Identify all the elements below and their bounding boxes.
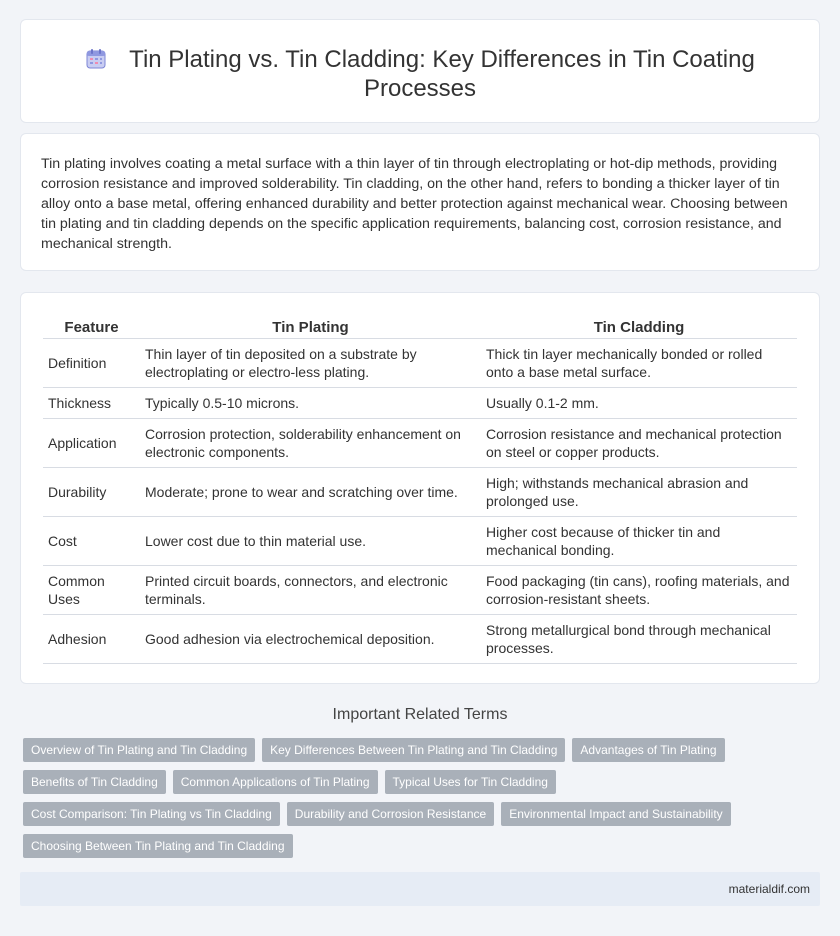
cladding-cell: High; withstands mechanical abrasion and prolonged use. [481,467,797,516]
related-term-tag[interactable]: Benefits of Tin Cladding [23,770,166,794]
feature-cell: Adhesion [43,614,140,663]
feature-cell: Definition [43,338,140,387]
table-row [43,565,797,614]
header-feature: Feature [43,313,140,338]
plating-cell: Printed circuit boards, connectors, and electronic terminals. [140,565,481,614]
comparison-table [43,313,797,664]
cladding-cell: Thick tin layer mechanically bonded or rolled onto a base metal surface. [481,338,797,387]
footer [20,872,820,906]
calendar-icon [85,48,107,70]
related-term-tag[interactable]: Advantages of Tin Plating [572,738,724,762]
feature-cell: Common Uses [43,565,140,614]
table-row [43,516,797,565]
plating-cell: Moderate; prone to wear and scratching over time. [140,467,481,516]
plating-cell: Thin layer of tin deposited on a substrate by electroplating or electro-less plating. [140,338,481,387]
feature-cell: Thickness [43,387,140,418]
related-term-tag[interactable]: Environmental Impact and Sustainability [501,802,730,826]
cladding-cell: Corrosion resistance and mechanical protection on steel or copper products. [481,418,797,467]
plating-cell: Corrosion protection, solderability enhancement on electronic components. [140,418,481,467]
cladding-cell: Food packaging (tin cans), roofing materials, and corrosion-resistant sheets. [481,565,797,614]
page-title-text: Tin Plating vs. Tin Cladding: Key Differences in Tin Coating Processes [129,46,755,102]
cladding-cell: Higher cost because of thicker tin and mechanical bonding. [481,516,797,565]
table-row [43,614,797,663]
table-header-row [43,313,797,338]
table-row [43,467,797,516]
related-term-tag[interactable]: Typical Uses for Tin Cladding [385,770,556,794]
table-row [43,338,797,387]
related-term-tag[interactable]: Durability and Corrosion Resistance [287,802,494,826]
summary-card [20,133,820,271]
table-row [43,387,797,418]
header-tin-plating: Tin Plating [140,313,481,338]
related-terms-list [23,738,823,866]
title-card [20,19,820,123]
cladding-cell: Strong metallurgical bond through mechanical processes. [481,614,797,663]
related-terms-title: Important Related Terms [332,706,508,723]
cladding-cell: Usually 0.1-2 mm. [481,387,797,418]
related-term-tag[interactable]: Overview of Tin Plating and Tin Cladding [23,738,255,762]
plating-cell: Lower cost due to thin material use. [140,516,481,565]
related-term-tag[interactable]: Common Applications of Tin Plating [173,770,378,794]
header-tin-cladding: Tin Cladding [481,313,797,338]
summary-text: Tin plating involves coating a metal surface with a thin layer of tin through electroplating or hot-dip methods, providing corrosion resistance and improved solderability. Tin cladding, on the other hand, refers to bonding a thicker layer of tin alloy onto a base metal, offering enhanced durability and better protection against mechanical wear. Choosing between tin plating and tin cladding depends on the specific application requirements, balancing cost, corrosion resistance, and mechanical strength. [41,156,788,252]
footer-site-link[interactable]: materialdif.com [728,882,810,896]
comparison-table-card [20,292,820,684]
feature-cell: Cost [43,516,140,565]
table-row [43,418,797,467]
related-term-tag[interactable]: Key Differences Between Tin Plating and Tin Cladding [262,738,565,762]
related-term-tag[interactable]: Choosing Between Tin Plating and Tin Cladding [23,834,293,858]
page-title [61,45,779,103]
related-term-tag[interactable]: Cost Comparison: Tin Plating vs Tin Cladding [23,802,280,826]
feature-cell: Application [43,418,140,467]
feature-cell: Durability [43,467,140,516]
plating-cell: Typically 0.5-10 microns. [140,387,481,418]
plating-cell: Good adhesion via electrochemical deposition. [140,614,481,663]
